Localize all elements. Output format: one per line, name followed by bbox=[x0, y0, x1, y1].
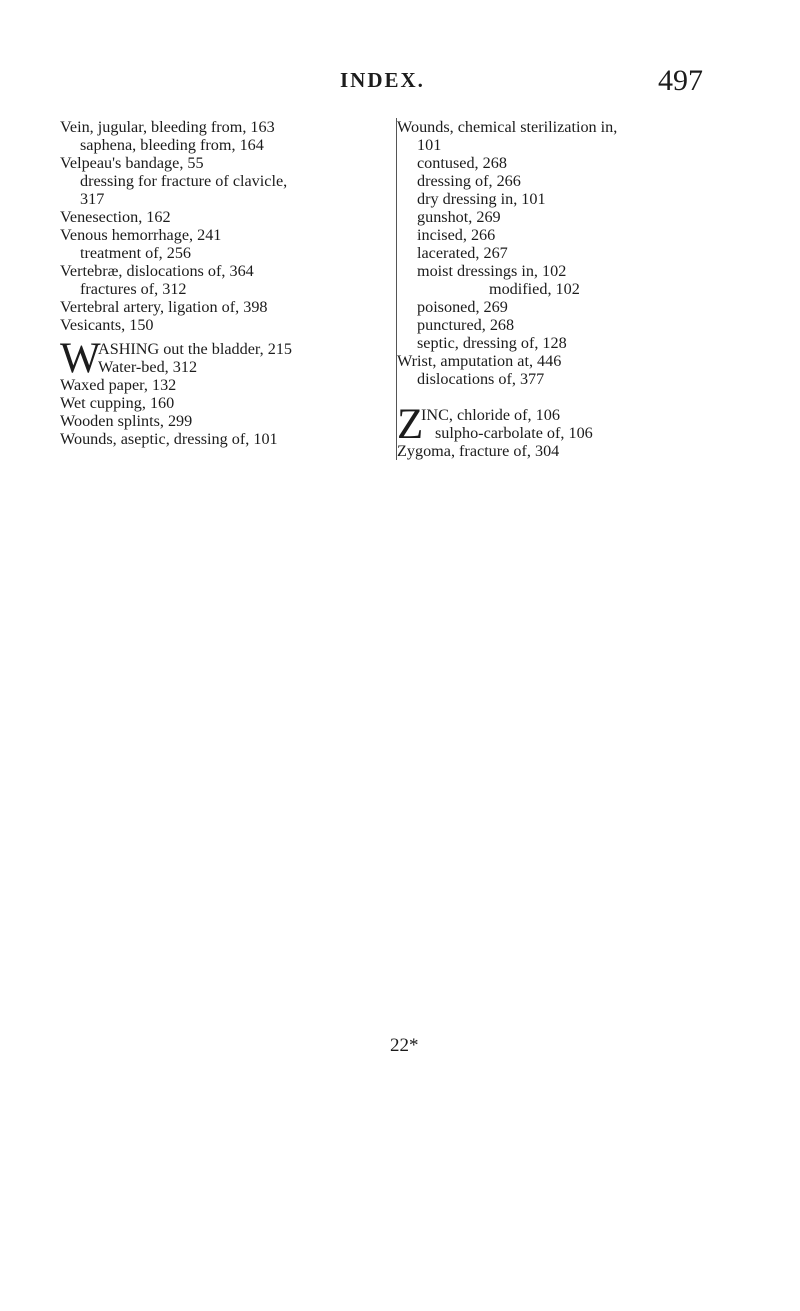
index-entry: contused, 268 bbox=[417, 154, 507, 172]
index-entry: Vertebral artery, ligation of, 398 bbox=[60, 298, 268, 316]
index-entry: Wrist, amputation at, 446 bbox=[397, 352, 562, 370]
right-entries bbox=[397, 118, 697, 388]
index-entry: Zygoma, fracture of, 304 bbox=[397, 442, 560, 460]
left-entries-after bbox=[60, 376, 380, 448]
index-entry: fractures of, 312 bbox=[80, 280, 187, 298]
index-entry: Velpeau's bandage, 55 bbox=[60, 154, 204, 172]
page-header bbox=[0, 64, 800, 104]
index-entry: Water-bed, 312 bbox=[98, 358, 198, 376]
index-entry: Wounds, aseptic, dressing of, 101 bbox=[60, 430, 278, 448]
index-entry: 317 bbox=[80, 190, 105, 208]
dropcap-z: Z bbox=[397, 401, 424, 448]
index-entry: INC, chloride of, 106 bbox=[421, 406, 560, 424]
right-entries-after bbox=[397, 442, 697, 460]
index-entry: Wounds, chemical sterilization in, bbox=[397, 118, 618, 136]
index-entry: Venesection, 162 bbox=[60, 208, 171, 226]
index-entry: sulpho-carbolate of, 106 bbox=[435, 424, 593, 442]
index-entry: Waxed paper, 132 bbox=[60, 376, 177, 394]
index-entry: moist dressings in, 102 bbox=[417, 262, 567, 280]
signature-mark: 22* bbox=[390, 1035, 419, 1056]
index-entry: punctured, 268 bbox=[417, 316, 515, 334]
index-entry: dry dressing in, 101 bbox=[417, 190, 546, 208]
index-entry: Vertebræ, dislocations of, 364 bbox=[60, 262, 254, 280]
index-entry: incised, 266 bbox=[417, 226, 496, 244]
section-w bbox=[60, 335, 380, 382]
index-entry: dislocations of, 377 bbox=[417, 370, 545, 388]
index-entry: Wooden splints, 299 bbox=[60, 412, 193, 430]
index-entry: dressing for fracture of clavicle, bbox=[80, 172, 288, 190]
index-entry: modified, 102 bbox=[489, 280, 580, 298]
index-entry: lacerated, 267 bbox=[417, 244, 508, 262]
index-entry: ASHING out the bladder, 215 bbox=[98, 340, 293, 358]
index-entry: gunshot, 269 bbox=[417, 208, 501, 226]
index-entry: Vesicants, 150 bbox=[60, 316, 154, 334]
page-number: 497 bbox=[658, 64, 703, 97]
index-entry: saphena, bleeding from, 164 bbox=[80, 136, 264, 154]
dropcap-w: W bbox=[60, 335, 101, 382]
index-entry: Vein, jugular, bleeding from, 163 bbox=[60, 118, 275, 136]
index-column-left bbox=[60, 118, 380, 448]
index-entry: Wet cupping, 160 bbox=[60, 394, 175, 412]
index-column-right bbox=[396, 118, 697, 460]
index-entry: poisoned, 269 bbox=[417, 298, 508, 316]
left-entries bbox=[60, 118, 380, 334]
index-entry: treatment of, 256 bbox=[80, 244, 192, 262]
running-title: INDEX. bbox=[340, 68, 425, 92]
index-entry: septic, dressing of, 128 bbox=[417, 334, 567, 352]
index-entry: Venous hemorrhage, 241 bbox=[60, 226, 222, 244]
index-entry: dressing of, 266 bbox=[417, 172, 521, 190]
index-entry: 101 bbox=[417, 136, 442, 154]
section-z bbox=[397, 401, 697, 448]
